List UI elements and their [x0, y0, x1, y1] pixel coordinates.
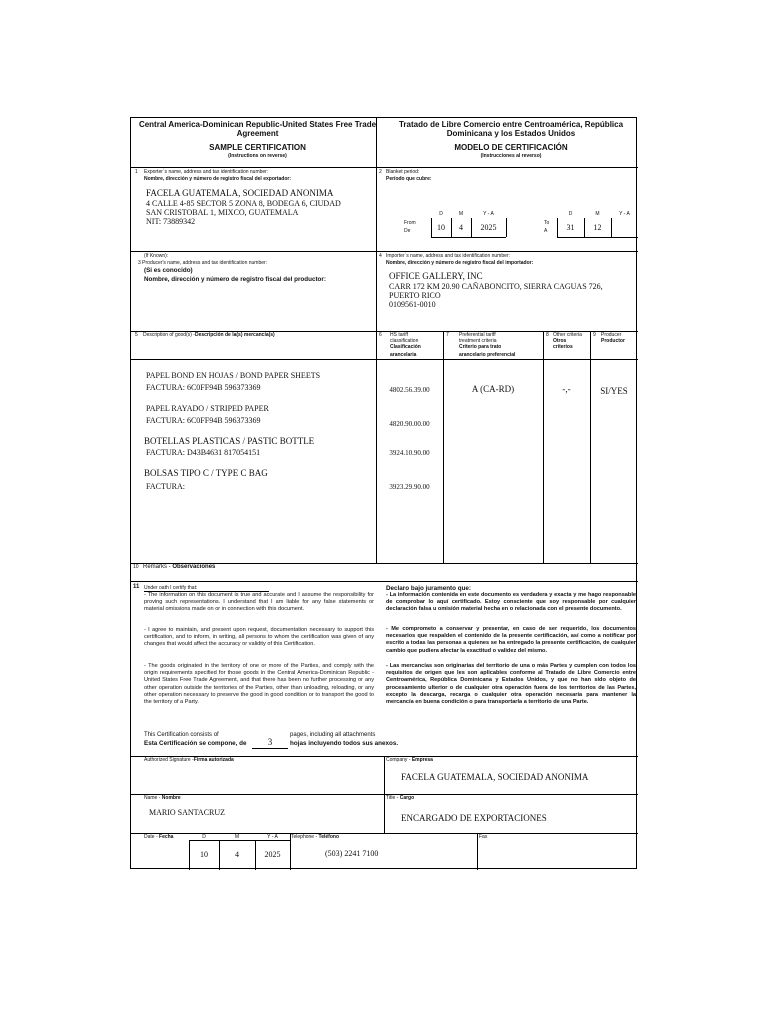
oath-p3-es: - Las mercancías son originarias del territorio de una o más Partes y cumplen con todos los requisitos de origen que les son aplicables conforme al Tratado de Libre Comercio entre Centroamérica, República Dominicana y Estados Unidos, y que no han sido objeto de procesamiento ulterior o de cualquier otra operación fuera de los territorios de las Partes, excepto la descarga, recarga o cualquier otra operación necesaria para mantener la mercancía en buena condición o para transportarla a territorio de una Parte.	[386, 663, 636, 706]
sample-certification-es: MODELO DE CERTIFICACIÓN	[454, 143, 568, 152]
to-label-es: A	[544, 228, 548, 234]
remarks-number: 10	[133, 564, 139, 570]
title-es: Tratado de Libre Comercio entre Centroamérica, República Dominicana y los Estados Unidos	[398, 120, 624, 138]
signer-title: ENCARGADO DE EXPORTACIONES	[401, 813, 547, 823]
good-3-description: BOTELLAS PLASTICAS / PASTIC BOTTLE	[144, 436, 315, 446]
date-label: Date - Fecha	[144, 834, 174, 840]
date-year-header: Y - A	[267, 834, 278, 840]
from-year-header: Y - A	[483, 211, 494, 217]
box2-label-es: Período que cubre:	[386, 176, 432, 182]
good-4-hs: 3923.29.90.00	[389, 483, 430, 491]
col6-number: 6	[379, 332, 382, 338]
good-1-hs: 4802.56.39.00	[389, 386, 430, 394]
consists-es: Esta Certificación se compone, de	[144, 740, 247, 747]
exporter-name: FACELA GUATEMALA, SOCIEDAD ANONIMA	[146, 188, 334, 198]
col5-number: 5	[135, 332, 138, 338]
col7-label-es1: Criterio para trato	[459, 344, 502, 350]
box1-number: 1	[135, 169, 138, 175]
oath-p1-es: - La información contenida en este documento es verdadera y exacta y me hago responsable de comprobar lo aquí certificado. Estoy consciente que soy responsable por cualquier declaración falsa u omisión material hecha en o relacionada con el presente documento.	[386, 592, 636, 613]
title-label: Title - Cargo	[386, 795, 415, 801]
divider	[376, 251, 377, 331]
col5-label: Description of good(s) -Descripción de la(s) mercancía(s)	[143, 332, 275, 338]
company-label: Company - Empresa	[386, 757, 433, 763]
instructions-en: (Instructions on reverse)	[228, 153, 287, 159]
col9-label-en: Producer	[601, 332, 622, 338]
from-month-header: M	[458, 211, 464, 217]
good-3-hs: 3924.10.90.00	[389, 449, 430, 457]
oath-number: 11	[133, 584, 140, 590]
divider	[543, 331, 544, 563]
remarks-label: Remarks - Observaciones	[143, 564, 216, 570]
producer-flag: SI/YES	[600, 386, 628, 396]
to-year-header: Y - A	[619, 211, 630, 217]
fax-label: Fax	[479, 834, 488, 840]
divider	[131, 359, 638, 360]
certificate-form	[130, 117, 637, 869]
phone-label: Telephone - Teléfono	[291, 834, 339, 840]
divider	[611, 218, 612, 237]
to-month: 12	[593, 223, 602, 232]
to-day-header: D	[568, 211, 573, 217]
consists-es2: hojas incluyendo todos sus anexos.	[290, 740, 399, 747]
date-month-header: M	[234, 834, 240, 840]
to-month-header: M	[595, 211, 600, 217]
box1-label-es: Nombre, dirección y número de registro fiscal del exportador:	[144, 176, 291, 182]
date-day: 10	[200, 850, 208, 859]
title-en: Central America-Dominican Republic-United States Free Trade Agreement	[138, 120, 377, 138]
col7-label-en1: Preferential tariff	[459, 332, 496, 338]
importer-name: OFFICE GALLERY, INC	[389, 271, 483, 281]
divider	[506, 218, 507, 237]
from-month: 4	[459, 223, 463, 232]
consists-en2: pages, including all attachments	[290, 732, 376, 738]
importer-id: 0109561-0010	[389, 300, 436, 309]
good-4-description: BOLSAS TIPO C / TYPE C BAG	[144, 468, 268, 478]
good-2-hs: 4820.90.00.00	[389, 420, 430, 428]
importer-address-line1: CARR 172 KM 20.90 CAÑABONCITO, SIERRA CAGUAS 726,	[389, 282, 603, 291]
date-month: 4	[235, 850, 239, 859]
col8-label-en: Other criteria	[553, 332, 582, 338]
phone-number: (503) 2241 7100	[325, 849, 379, 858]
from-label-es: De	[404, 228, 411, 234]
col6-label-es2: arancelaria	[390, 352, 417, 358]
good-4-invoice: FACTURA:	[146, 482, 185, 491]
oath-p2-en: - I agree to maintain, and present upon request, documentation necessary to support this certification, and to inform, in writing, all persons to whom the certification was given of any changes that would affect the accuracy or validity of this Certification.	[144, 627, 374, 648]
divider	[431, 237, 506, 238]
oath-p1-en: - The information on this document is true and accurate and I assume the responsibility for proving such representations. I understand that I am liable for any false statements or material omissions made on or in connection with this document.	[144, 592, 374, 613]
exporter-nit: NIT: 73889342	[146, 217, 196, 226]
consists-en: This Certification consists of	[144, 732, 219, 738]
good-3-invoice: FACTURA: D43B4631 817054151	[146, 448, 261, 457]
name-label: Name - Nombre	[144, 795, 181, 801]
oath-intro-es: Declaro bajo juramento que:	[386, 585, 472, 592]
col9-number: 9	[593, 332, 596, 338]
col8-label-es2: criterios	[553, 344, 573, 350]
underline	[252, 748, 288, 749]
to-label-en: To	[544, 220, 550, 226]
date-day-header: D	[202, 834, 206, 840]
divider	[376, 331, 377, 563]
from-label-en: From	[404, 220, 416, 226]
signer-name: MARIO SANTACRUZ	[149, 808, 226, 817]
box3-label-es2: Nombre, dirección y número de registro fiscal del productor:	[144, 276, 326, 283]
col6-label-en2: classification	[390, 338, 419, 344]
divider	[443, 331, 444, 563]
divider	[590, 331, 591, 563]
col9-label-es: Productor	[601, 338, 625, 344]
oath-p3-en: - The goods originated in the territory of one or more of the Parties, and comply with the origin requirements specified for those goods in the Central America-Dominican Republic - United States Free Trade Agreement, and that there has been no further processing or any other operation outside the territories of the Parties, other than unloading, reloading, or any other operation necessary to preserve the good in good condition or to transport the good to the territory of a Party.	[144, 663, 374, 706]
col7-label-en2: treatment criteria	[459, 338, 497, 344]
box4-number: 4	[379, 253, 382, 259]
divider	[376, 167, 377, 251]
good-1-invoice: FACTURA: 6C0FF94B 596373369	[146, 383, 261, 392]
box4-label-en: Importer´s name, address and tax identification number:	[386, 253, 510, 259]
box1-label-en: Exporter´s name, address and tax identification number:	[144, 169, 269, 175]
date-year: 2025	[264, 850, 281, 859]
good-2-invoice: FACTURA: 6C0FF94B 596373369	[146, 416, 261, 425]
col6-label-en1: HS tariff	[390, 332, 408, 338]
divider	[131, 581, 638, 582]
box3-label-es1: (Si es conocido)	[144, 267, 193, 274]
page-count: 3	[267, 737, 273, 747]
col7-label-es2: arancelario preferencial	[459, 352, 516, 358]
divider	[131, 794, 638, 795]
from-day-header: D	[439, 211, 443, 217]
box2-label-en: Blanket period:	[386, 169, 420, 175]
box4-label-es: Nombre, dirección y número de registro fiscal del importador:	[386, 260, 534, 266]
exporter-address-line2: SAN CRISTOBAL 1, MIXCO, GUATEMALA	[146, 208, 299, 217]
box3-known: (If Known):	[144, 253, 169, 259]
to-day: 31	[566, 223, 575, 232]
oath-intro-en: Under oath I certify that:	[144, 585, 198, 591]
oath-p2-es: - Me comprometo a conservar y presentar, en caso de ser requerido, los documentos necesarios que respalden el contenido de la presente certificación, así como a notificar por escrito a todas las personas a quienes se ha entregado la presente certificación, de cualquier cambio que pudiera afectar la exactitud o validez del mismo.	[386, 626, 636, 654]
from-year: 2025	[480, 223, 497, 232]
from-day: 10	[437, 223, 445, 232]
col8-label-es1: Otros	[553, 338, 567, 344]
exporter-address-line1: 4 CALLE 4-85 SECTOR 5 ZONA 8, BODEGA 6, CIUDAD	[146, 199, 341, 208]
divider	[477, 833, 478, 870]
divider	[189, 840, 290, 841]
good-1-description: PAPEL BOND EN HOJAS / BOND PAPER SHEETS	[146, 371, 321, 380]
col7-number: 7	[446, 332, 449, 338]
preference-criteria: A (CA-RD)	[471, 384, 515, 394]
divider	[376, 118, 377, 167]
sample-certification-en: SAMPLE CERTIFICATION	[209, 143, 306, 152]
signature-label: Authorized Signature -Firma autorizada	[144, 757, 234, 763]
instructions-es: (Instrucciones al reverso)	[480, 153, 542, 159]
col6-label-es1: Clasificación	[390, 344, 421, 350]
box3-label-en: 3 Producer's name, address and tax identification number:	[138, 260, 268, 266]
divider	[131, 167, 638, 168]
importer-address-line2: PUERTO RICO	[389, 291, 441, 300]
col8-number: 8	[546, 332, 549, 338]
company-name: FACELA GUATEMALA, SOCIEDAD ANONIMA	[401, 772, 589, 782]
good-2-description: PAPEL RAYADO / STRIPED PAPER	[146, 404, 269, 413]
other-criteria: -,-	[562, 384, 571, 394]
box2-number: 2	[379, 169, 382, 175]
divider	[131, 251, 638, 252]
divider	[557, 237, 638, 238]
